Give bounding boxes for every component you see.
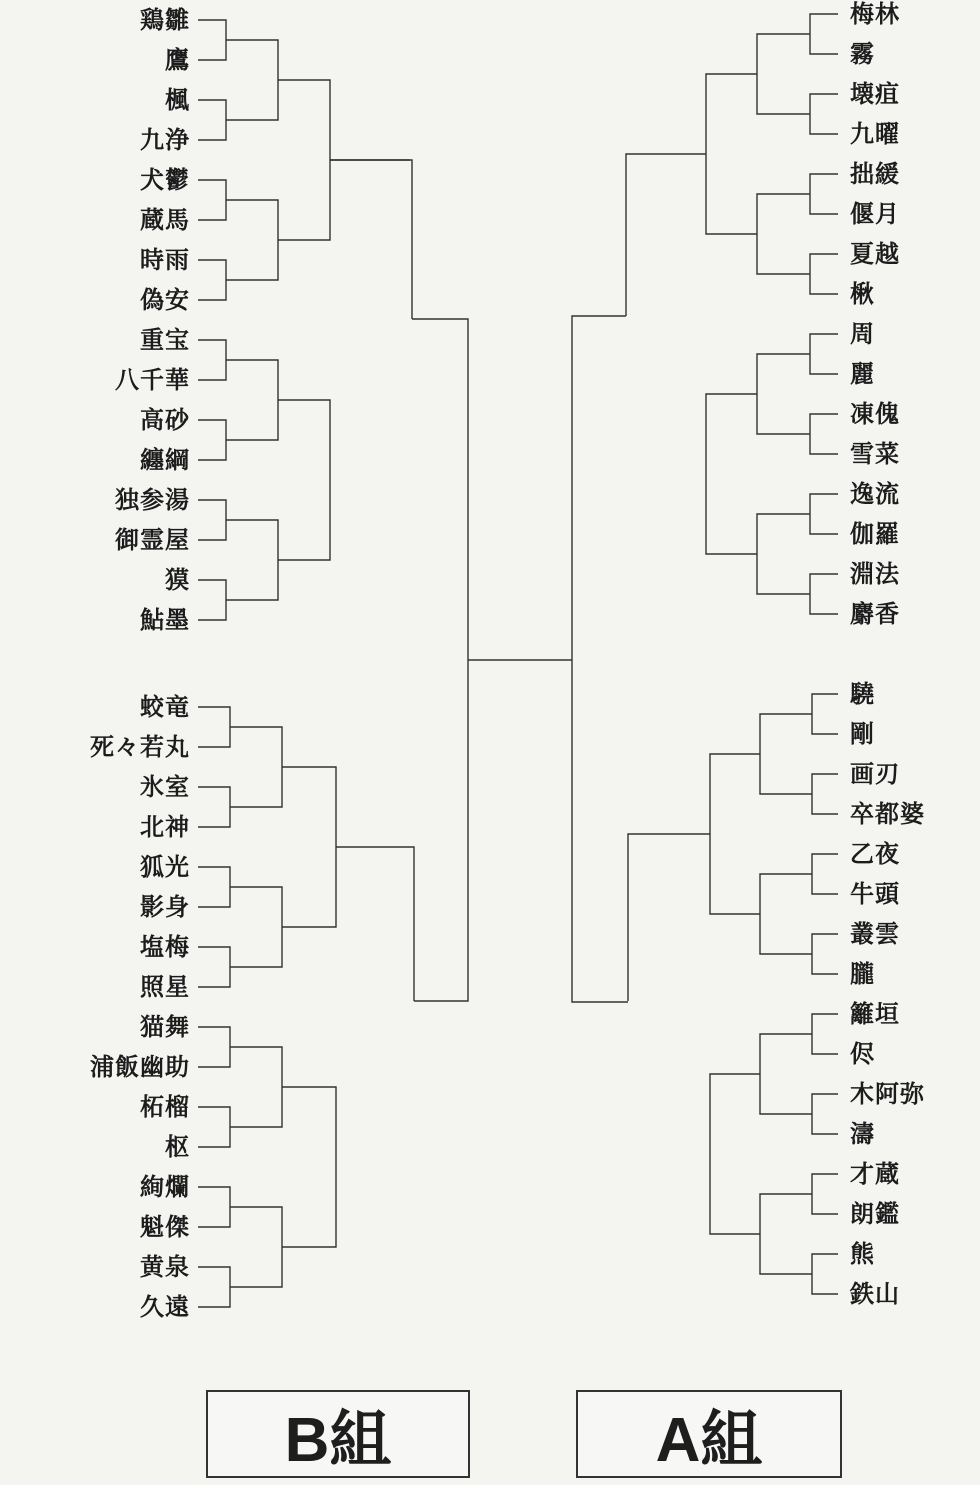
entrant-name: 朧 [850, 960, 875, 988]
entrant-name: 犬鬱 [140, 166, 190, 194]
entrant-name: 高砂 [140, 406, 190, 434]
entrant-name: 御霊屋 [115, 526, 190, 554]
b-top-match-r3-2 [278, 400, 330, 560]
b-top-match-r1-7 [198, 500, 226, 540]
entrant-name: 霧 [850, 40, 875, 68]
entrant-name: 九浄 [140, 126, 190, 154]
a-top-match-r1-4 [810, 254, 838, 294]
entrant-name: 侭 [850, 1040, 875, 1068]
b-bottom-match-r3-2 [282, 1087, 336, 1247]
entrant-name: 独参湯 [115, 486, 190, 514]
a-top-match-r1-2 [810, 94, 838, 134]
entrant-name: 柘榴 [140, 1093, 190, 1121]
a-top-match-r1-7 [810, 494, 838, 534]
a-top-match-r1-6 [810, 414, 838, 454]
b-final [412, 319, 468, 1001]
entrant-name: 驍 [850, 680, 875, 708]
entrant-name: 淵法 [850, 560, 900, 588]
entrant-name: 叢雲 [850, 920, 900, 948]
b-top-match-r1-8 [198, 580, 226, 620]
b-top-match-r1-5 [198, 340, 226, 380]
a-bottom-match-r2-1 [760, 714, 812, 794]
a-top-match-r1-1 [810, 14, 838, 54]
a-bottom-match-r1-3 [812, 854, 838, 894]
entrant-name: 濤 [850, 1120, 875, 1148]
entrant-name: 鉄山 [850, 1280, 900, 1308]
a-bottom-match-r3-1 [710, 754, 760, 914]
entrant-name: 氷室 [140, 773, 190, 801]
entrant-name: 熊 [850, 1240, 875, 1268]
b-bottom-match-r1-1 [198, 707, 230, 747]
b-top-match-r2-2 [226, 200, 278, 280]
a-top-match-r3-1 [706, 74, 757, 234]
a-bottom-match-r2-3 [760, 1034, 812, 1114]
b-bottom-match-r1-7 [198, 1187, 230, 1227]
entrant-name: 偽安 [140, 286, 190, 314]
entrant-name: 獏 [165, 566, 190, 594]
entrant-name: 黄泉 [140, 1253, 190, 1281]
group-label-a: A組 [576, 1390, 842, 1478]
b-bottom-match-r3-1 [282, 767, 336, 927]
entrant-name: 凍傀 [850, 400, 900, 428]
a-top-match-r2-3 [757, 354, 810, 434]
b-top-match-r2-3 [226, 360, 278, 440]
entrant-name: 朗鑑 [850, 1200, 900, 1228]
b-bottom-match-r1-2 [198, 787, 230, 827]
b-bottom-match-r1-8 [198, 1267, 230, 1307]
entrant-name: 死々若丸 [90, 733, 190, 761]
a-bottom-match-r1-6 [812, 1094, 838, 1134]
a-bottom-match-r1-7 [812, 1174, 838, 1214]
a-bottom-semi-stub [628, 834, 710, 1001]
entrant-name: 壊疽 [850, 80, 900, 108]
b-bottom-match-r2-2 [230, 887, 282, 967]
entrant-name: 影身 [140, 893, 190, 921]
a-bottom-match-r1-5 [812, 1014, 838, 1054]
entrant-name: 夏越 [850, 240, 900, 268]
entrant-name: 伽羅 [850, 520, 900, 548]
entrant-name: 鷹 [165, 46, 190, 74]
a-bottom-match-r3-2 [710, 1074, 760, 1234]
entrant-name: 枢 [165, 1133, 190, 1161]
entrant-name: 麝香 [850, 600, 900, 628]
a-final [572, 316, 628, 1002]
entrant-name: 周 [850, 320, 875, 348]
entrant-name: 九曜 [850, 120, 900, 148]
entrant-name: 牛頭 [850, 880, 900, 908]
b-bottom-match-r1-6 [198, 1107, 230, 1147]
b-bottom-match-r2-4 [230, 1207, 282, 1287]
entrant-name: 画刃 [850, 760, 900, 788]
entrant-name: 木阿弥 [850, 1080, 925, 1108]
entrant-name: 絢爛 [140, 1173, 190, 1201]
entrant-name: 重宝 [140, 326, 190, 354]
entrant-name: 時雨 [140, 246, 190, 274]
entrant-name: 麗 [850, 360, 875, 388]
a-top-match-r2-2 [757, 194, 810, 274]
entrant-name: 塩梅 [140, 933, 190, 961]
b-bottom-match-r2-1 [230, 727, 282, 807]
entrant-name: 籬垣 [850, 1000, 900, 1028]
a-bottom-match-r1-1 [812, 694, 838, 734]
a-bottom-match-r2-4 [760, 1194, 812, 1274]
entrant-name: 楓 [165, 86, 190, 114]
entrant-name: 狐光 [140, 853, 190, 881]
b-bottom-semi-stub [336, 847, 414, 1001]
a-top-semi-stub [626, 154, 706, 316]
a-top-match-r2-1 [757, 34, 810, 114]
entrant-name: 梅林 [850, 0, 900, 28]
entrant-name: 雪菜 [850, 440, 900, 468]
b-top-match-r1-4 [198, 260, 226, 300]
entrant-name: 鶏雛 [140, 6, 190, 34]
b-top-match-r2-4 [226, 520, 278, 600]
entrant-name: 猫舞 [140, 1013, 190, 1041]
b-top-match-r2-1 [226, 40, 278, 120]
entrant-name: 鮎墨 [140, 606, 190, 634]
entrant-name: 蛟竜 [140, 693, 190, 721]
a-top-match-r1-3 [810, 174, 838, 214]
entrant-name: 拙緩 [850, 160, 900, 188]
entrant-name: 楸 [850, 280, 875, 308]
b-top-match-r1-1 [198, 20, 226, 60]
b-top-match-r1-6 [198, 420, 226, 460]
b-bottom-match-r1-5 [198, 1027, 230, 1067]
entrant-name: 蔵馬 [140, 206, 190, 234]
entrant-name: 逸流 [850, 480, 900, 508]
entrant-name: 照星 [140, 973, 190, 1001]
b-bottom-match-r1-3 [198, 867, 230, 907]
entrant-name: 浦飯幽助 [90, 1053, 190, 1081]
a-top-match-r1-5 [810, 334, 838, 374]
a-bottom-match-r2-2 [760, 874, 812, 954]
a-bottom-match-r1-2 [812, 774, 838, 814]
entrant-name: 八千華 [115, 366, 190, 394]
entrant-name: 纏綱 [140, 446, 190, 474]
b-top-match-r3-1 [278, 80, 330, 240]
a-bottom-match-r1-8 [812, 1254, 838, 1294]
entrant-name: 久遠 [140, 1293, 190, 1321]
b-top-match-r1-2 [198, 100, 226, 140]
b-bottom-match-r2-3 [230, 1047, 282, 1127]
entrant-name: 北神 [140, 813, 190, 841]
a-bottom-match-r1-4 [812, 934, 838, 974]
entrant-name: 乙夜 [850, 840, 900, 868]
b-top-match-r1-3 [198, 180, 226, 220]
a-top-match-r1-8 [810, 574, 838, 614]
entrant-name: 才蔵 [850, 1160, 900, 1188]
entrant-name: 卒都婆 [850, 800, 925, 828]
group-label-b: B組 [206, 1390, 470, 1478]
b-top-semi-stub [330, 160, 412, 319]
a-top-match-r3-2 [706, 394, 757, 554]
a-top-match-r2-4 [757, 514, 810, 594]
entrant-name: 魁傑 [140, 1213, 190, 1241]
entrant-name: 偃月 [850, 200, 900, 228]
entrant-name: 剛 [850, 720, 875, 748]
b-bottom-match-r1-4 [198, 947, 230, 987]
